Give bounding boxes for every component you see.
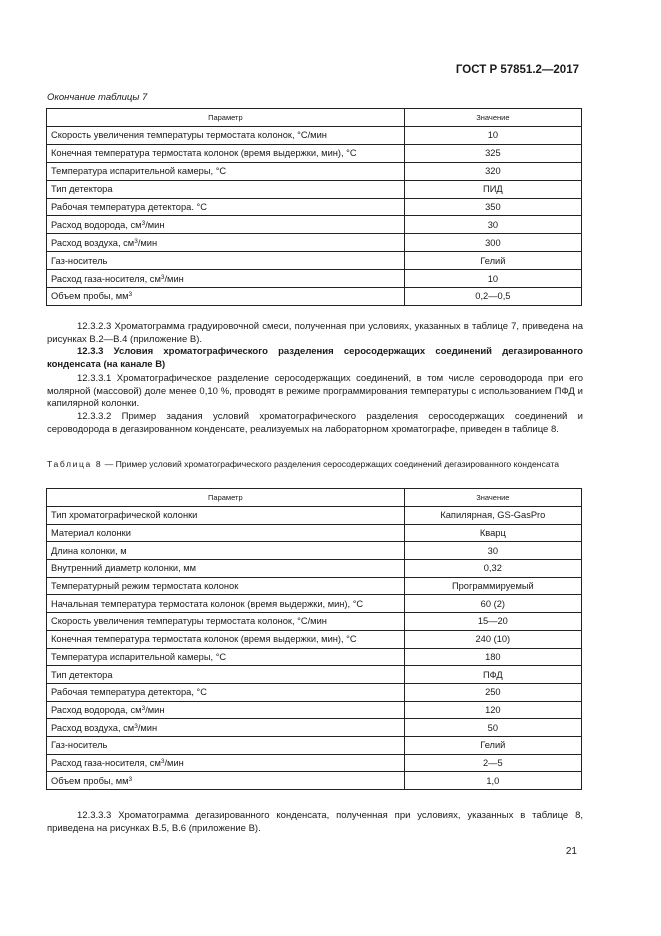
table8-parameter-cell — [47, 772, 405, 790]
paragraph-12-3-3-3: 12.3.3.3 Хроматограмма дегазированного конденсата, полученная при условиях, указанных в таблице 8, приведена на рисунках В.5, В.6 (приложение В). — [47, 810, 583, 834]
table7-value-cell: ПИД — [404, 180, 581, 198]
table8-value-cell: Гелий — [404, 736, 581, 754]
table-row — [47, 507, 582, 525]
table8-value-cell: 2—5 — [404, 754, 581, 772]
parameter-text: Объем пробы, мм — [51, 291, 129, 302]
unit-superscript: 3 — [160, 757, 165, 765]
table7-parameter-cell — [47, 127, 405, 145]
table8-value-cell: Кварц — [404, 524, 581, 542]
table8-header-row — [47, 489, 582, 507]
table8-value-cell: 1,0 — [404, 772, 581, 790]
table8-parameter-cell — [47, 507, 405, 525]
table7-parameter-cell — [47, 198, 405, 216]
parameter-text: Расход воздуха, см — [51, 237, 135, 248]
table8-parameter-cell — [47, 648, 405, 666]
table7-value-cell: 325 — [404, 144, 581, 162]
table8-value-cell: 250 — [404, 683, 581, 701]
table8-caption — [47, 459, 583, 470]
section-heading-12-3-3: 12.3.3 Условия хроматографического разделения серосодержащих соединений дегазированного конденсата (на канале В) — [47, 346, 583, 370]
parameter-text: Рабочая температура детектора. °С — [51, 202, 207, 212]
table7-value-cell: 320 — [404, 162, 581, 180]
unit-suffix: /мин — [164, 757, 184, 768]
parameter-text: Тип детектора — [51, 669, 113, 680]
table7-body — [47, 127, 582, 306]
table-row — [47, 144, 582, 162]
table-row — [47, 542, 582, 560]
parameter-text: Скорость увеличения температуры термостата колонок, °С/мин — [51, 616, 327, 627]
parameter-text: Температура испарительной камеры, °С — [51, 651, 227, 662]
table-row — [47, 198, 582, 216]
table-row — [47, 234, 582, 252]
parameter-text: Расход воздуха, см — [51, 722, 135, 733]
table-row — [47, 613, 582, 631]
table8-parameter-cell — [47, 736, 405, 754]
table7-value-cell: 30 — [404, 216, 581, 234]
table7-parameter-cell — [47, 144, 405, 162]
table-row — [47, 648, 582, 666]
table-row — [47, 701, 582, 719]
table-row — [47, 719, 582, 737]
table-row — [47, 252, 582, 270]
table8-parameter-cell — [47, 560, 405, 578]
table8-parameter-cell — [47, 524, 405, 542]
table8-parameter-cell — [47, 666, 405, 684]
table7-parameter-cell — [47, 288, 405, 306]
parameter-text: Конечная температура термостата колонок (время выдержки, мин), °С — [51, 634, 357, 645]
table8-header-parameter: Параметр — [47, 489, 405, 507]
table-row — [47, 180, 582, 198]
table7-value-cell: 0,2—0,5 — [404, 288, 581, 306]
table7-value-cell: 10 — [404, 127, 581, 145]
table8-parameter-cell — [47, 613, 405, 631]
unit-suffix: /мин — [137, 237, 158, 248]
standard-designation: ГОСТ Р 57851.2—2017 — [455, 64, 579, 76]
table7-header-value: Значение — [404, 109, 581, 127]
table7-parameter-cell — [47, 162, 405, 180]
parameter-text: Конечная температура термостата колонок (время выдержки, мин), °С — [51, 148, 357, 159]
table8-value-cell: 120 — [404, 701, 581, 719]
table8-value-cell: 50 — [404, 719, 581, 737]
parameter-text: Длина колонки, м — [51, 545, 127, 556]
unit-superscript: 3 — [128, 775, 133, 783]
unit-suffix: /мин — [137, 722, 158, 733]
parameter-text: Тип детектора — [51, 184, 113, 195]
unit-superscript: 3 — [141, 219, 146, 227]
table7-header-parameter: Параметр — [47, 109, 405, 127]
parameter-text: Рабочая температура детектора, °С — [51, 687, 207, 698]
paragraph-12-3-3-2: 12.3.3.2 Пример задания условий хроматографического разделения серосодержащих соединений и сероводорода в дегазированном конденсате, реализуемых на лабораторном хроматографе, приведен в таблице 8. — [47, 411, 583, 435]
parameter-text: Тип хроматографической колонки — [51, 510, 198, 521]
unit-suffix: /мин — [145, 219, 165, 230]
parameter-text: Расход газа-носителя, см — [51, 273, 161, 284]
unit-superscript: 3 — [134, 237, 138, 245]
table7-value-cell: 10 — [404, 270, 581, 288]
table-7 — [46, 108, 582, 306]
table-row — [47, 666, 582, 684]
table7-parameter-cell — [47, 234, 405, 252]
parameter-text: Расход водорода, см — [51, 704, 142, 715]
table8-parameter-cell — [47, 595, 405, 613]
table-row — [47, 162, 582, 180]
table7-value-cell: 350 — [404, 198, 581, 216]
unit-suffix: /мин — [164, 273, 184, 284]
parameter-text: Материал колонки — [51, 528, 131, 539]
table8-header-value: Значение — [404, 489, 581, 507]
table8-value-cell: 0,32 — [404, 560, 581, 578]
table8-parameter-cell — [47, 719, 405, 737]
table8-parameter-cell — [47, 683, 405, 701]
table7-continuation-caption: Окончание таблицы 7 — [47, 92, 148, 103]
table8-caption-text: — Пример условий хроматографического разделения серосодержащих соединений дегазированного конденсата — [102, 459, 560, 469]
page-number: 21 — [565, 846, 577, 857]
table-row — [47, 630, 582, 648]
table-row — [47, 560, 582, 578]
table-row — [47, 288, 582, 306]
table-row — [47, 736, 582, 754]
table7-parameter-cell — [47, 180, 405, 198]
table-row — [47, 127, 582, 145]
table7-header-row — [47, 109, 582, 127]
table-row — [47, 772, 582, 790]
unit-superscript: 3 — [141, 704, 146, 712]
paragraph-12-3-3-1: 12.3.3.1 Хроматографическое разделение серосодержащих соединений, в том числе сероводорода при его молярной (массовой) доле менее 0,10 %, проводят в режиме программирования температуры с использованием ПФД и капилярной колонки. — [47, 373, 583, 410]
table7-value-cell: Гелий — [404, 252, 581, 270]
table8-parameter-cell — [47, 630, 405, 648]
table8-value-cell: 240 (10) — [404, 630, 581, 648]
table-row — [47, 270, 582, 288]
table-row — [47, 754, 582, 772]
unit-superscript: 3 — [160, 273, 165, 281]
table-row — [47, 216, 582, 234]
parameter-text: Газ-носитель — [51, 255, 108, 266]
unit-suffix: /мин — [145, 704, 165, 715]
table8-parameter-cell — [47, 577, 405, 595]
table8-value-cell: ПФД — [404, 666, 581, 684]
parameter-text: Внутренний диаметр колонки, мм — [51, 563, 197, 574]
table8-label: Таблица 8 — [47, 459, 103, 469]
table7-parameter-cell — [47, 252, 405, 270]
table7-parameter-cell — [47, 270, 405, 288]
table8-parameter-cell — [47, 701, 405, 719]
table-row — [47, 524, 582, 542]
table8-parameter-cell — [47, 754, 405, 772]
table8-value-cell: 180 — [404, 648, 581, 666]
table-row — [47, 595, 582, 613]
table8-value-cell: 60 (2) — [404, 595, 581, 613]
table-8 — [46, 488, 582, 790]
table7-value-cell: 300 — [404, 234, 581, 252]
parameter-text: Температура испарительной камеры, °С — [51, 166, 227, 177]
parameter-text: Скорость увеличения температуры термостата колонок, °С/мин — [51, 130, 327, 141]
parameter-text: Расход водорода, см — [51, 219, 142, 230]
unit-superscript: 3 — [134, 722, 138, 730]
table8-value-cell: Капилярная, GS-GasPro — [404, 507, 581, 525]
table-row — [47, 683, 582, 701]
table7-parameter-cell — [47, 216, 405, 234]
parameter-text: Расход газа-носителя, см — [51, 757, 161, 768]
table8-parameter-cell — [47, 542, 405, 560]
table8-value-cell: 15—20 — [404, 613, 581, 631]
parameter-text: Объем пробы, мм — [51, 775, 129, 786]
table8-body — [47, 507, 582, 790]
table-row — [47, 577, 582, 595]
unit-superscript: 3 — [128, 291, 133, 299]
parameter-text: Газ-носитель — [51, 740, 108, 751]
table8-value-cell: 30 — [404, 542, 581, 560]
paragraph-12-3-2-3: 12.3.2.3 Хроматограмма градуировочной смеси, полученная при условиях, указанных в таблице 7, приведена на рисунках В.2—В.4 (приложение В). — [47, 321, 583, 345]
table8-value-cell: Программируемый — [404, 577, 581, 595]
parameter-text: Начальная температура термостата колонок (время выдержки, мин), °С — [51, 598, 364, 609]
parameter-text: Температурный режим термостата колонок — [51, 581, 239, 592]
